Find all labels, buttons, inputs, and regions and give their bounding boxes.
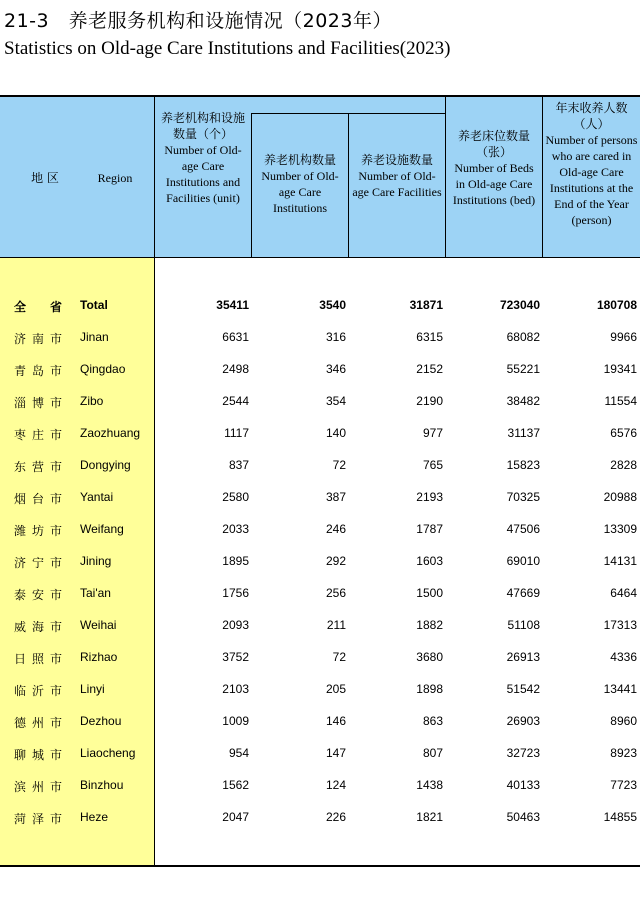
value-persons: 6464 [610, 586, 637, 600]
header-region-en: Region [97, 171, 133, 185]
value-beds: 32723 [506, 746, 540, 760]
region-name-zh: 济宁市 [14, 556, 69, 570]
value-persons: 17313 [603, 618, 637, 632]
value-institutions-facilities: 2033 [222, 522, 249, 536]
header-divider-3 [445, 96, 446, 258]
value-institutions-facilities: 1895 [222, 554, 249, 568]
value-persons: 14131 [603, 554, 637, 568]
value-facilities: 2190 [416, 394, 443, 408]
region-name-zh: 聊城市 [14, 748, 69, 762]
value-persons: 7723 [610, 778, 637, 792]
header-col1: 养老机构和设施数量（个） Number of Old-age Care Institutions and Facilities (unit) [160, 111, 245, 205]
region-name-en: Liaocheng [80, 746, 136, 760]
region-name-en: Jining [80, 554, 112, 568]
value-institutions: 226 [325, 810, 346, 824]
value-beds: 68082 [506, 330, 540, 344]
value-institutions-facilities: 2498 [222, 362, 249, 376]
value-institutions: 211 [326, 618, 346, 632]
region-name-zh: 菏泽市 [14, 812, 69, 826]
region-name-en: Heze [80, 810, 109, 824]
table-row [0, 482, 640, 514]
header-divider-1 [251, 113, 252, 258]
table-row [0, 610, 640, 642]
header-divider-4 [542, 96, 543, 258]
value-facilities: 3680 [416, 650, 443, 664]
region-name-en: Jinan [80, 330, 109, 344]
value-facilities: 765 [422, 458, 443, 472]
region-name-en: Zaozhuang [80, 426, 141, 440]
region-name-zh: 枣庄市 [14, 428, 69, 442]
value-institutions-facilities: 1009 [222, 714, 249, 728]
value-facilities: 1500 [416, 586, 443, 600]
table-row [0, 418, 640, 450]
region-name-zh: 泰安市 [14, 588, 69, 602]
value-facilities: 31871 [409, 298, 443, 312]
value-persons: 6576 [610, 426, 637, 440]
value-beds: 723040 [499, 298, 540, 312]
value-beds: 26913 [506, 650, 540, 664]
value-institutions-facilities: 35411 [216, 298, 249, 312]
value-institutions-facilities: 1117 [224, 426, 249, 440]
value-institutions-facilities: 2103 [222, 682, 249, 696]
value-beds: 47669 [506, 586, 540, 600]
value-facilities: 1821 [416, 810, 443, 824]
value-facilities: 1882 [416, 618, 443, 632]
value-institutions-facilities: 6631 [222, 330, 249, 344]
region-name-en: Rizhao [80, 650, 118, 664]
value-persons: 13441 [603, 682, 637, 696]
region-name-en: Binzhou [80, 778, 124, 792]
table-row [0, 642, 640, 674]
value-beds: 38482 [506, 394, 540, 408]
table-row [0, 674, 640, 706]
value-institutions-facilities: 954 [228, 746, 249, 760]
value-persons: 11554 [604, 394, 637, 408]
region-name-en: Tai'an [80, 586, 111, 600]
table-row [0, 802, 640, 834]
value-facilities: 6315 [416, 330, 443, 344]
value-institutions: 124 [325, 778, 346, 792]
table-row [0, 354, 640, 386]
region-name-zh: 滨州市 [14, 780, 69, 794]
header-col5: 年末收养人数（人） Number of persons who are cared in Old-age Care Institutions at the End of the Year (person) [545, 101, 638, 227]
value-institutions: 72 [332, 650, 346, 664]
region-name-en: Weihai [80, 618, 117, 632]
table-row [0, 386, 640, 418]
value-institutions: 256 [325, 586, 346, 600]
value-persons: 4336 [610, 650, 637, 664]
value-persons: 8923 [610, 746, 637, 760]
value-beds: 40133 [506, 778, 540, 792]
value-facilities: 2193 [416, 490, 443, 504]
region-name-zh: 全 省 [14, 300, 69, 314]
value-institutions-facilities: 2580 [222, 490, 249, 504]
value-institutions: 346 [325, 362, 346, 376]
value-persons: 9966 [610, 330, 637, 344]
table-row [0, 578, 640, 610]
header-region-zh: 地 区 [31, 171, 59, 185]
region-name-zh: 济南市 [14, 332, 69, 346]
value-beds: 55221 [506, 362, 540, 376]
value-institutions: 354 [325, 394, 346, 408]
value-persons: 19341 [603, 362, 637, 376]
value-persons: 180708 [596, 298, 637, 312]
region-name-zh: 德州市 [14, 716, 69, 730]
value-facilities: 1898 [416, 682, 443, 696]
value-facilities: 2152 [416, 362, 443, 376]
value-beds: 51108 [507, 618, 540, 632]
header-bottom-rule [0, 257, 640, 258]
value-institutions-facilities: 1562 [222, 778, 249, 792]
value-institutions-facilities: 2544 [222, 394, 249, 408]
value-persons: 2828 [610, 458, 637, 472]
table-title-en: Statistics on Old-age Care Institutions and Facilities(2023) [4, 38, 451, 59]
region-name-zh: 潍坊市 [14, 524, 69, 538]
table-row [0, 706, 640, 738]
table-row [0, 738, 640, 770]
region-name-zh: 青岛市 [14, 364, 69, 378]
value-institutions: 147 [325, 746, 346, 760]
value-facilities: 863 [422, 714, 443, 728]
value-institutions: 246 [325, 522, 346, 536]
region-name-zh: 烟台市 [14, 492, 69, 506]
region-name-en: Dezhou [80, 714, 122, 728]
value-institutions-facilities: 2047 [222, 810, 249, 824]
value-facilities: 1787 [416, 522, 443, 536]
region-name-zh: 东营市 [14, 460, 69, 474]
region-name-zh: 日照市 [14, 652, 69, 666]
value-beds: 50463 [506, 810, 540, 824]
region-name-en: Yantai [80, 490, 114, 504]
value-beds: 69010 [506, 554, 540, 568]
region-name-en: Qingdao [80, 362, 126, 376]
region-name-en: Dongying [80, 458, 131, 472]
header-col2: 养老机构数量 Number of Old-age Care Institutions [261, 153, 339, 215]
value-institutions: 3540 [319, 298, 346, 312]
value-institutions-facilities: 3752 [222, 650, 249, 664]
region-name-en: Total [80, 298, 108, 312]
value-institutions: 72 [332, 458, 346, 472]
value-facilities: 1603 [416, 554, 443, 568]
table-row-total [0, 290, 640, 322]
region-name-zh: 淄博市 [14, 396, 69, 410]
header-divider-2 [348, 113, 349, 258]
table-row [0, 514, 640, 546]
header-col4: 养老床位数量（张） Number of Beds in Old-age Care Institutions (bed) [452, 129, 536, 207]
header-col3: 养老设施数量 Number of Old-age Care Facilities [352, 153, 442, 199]
value-institutions-facilities: 2093 [222, 618, 249, 632]
table-row [0, 322, 640, 354]
region-name-en: Weifang [80, 522, 124, 536]
value-institutions: 292 [325, 554, 346, 568]
table-row [0, 546, 640, 578]
value-persons: 8960 [610, 714, 637, 728]
value-beds: 15823 [506, 458, 540, 472]
value-facilities: 977 [422, 426, 443, 440]
table-row [0, 770, 640, 802]
table-bottom-rule [0, 865, 640, 867]
table-title-zh: 21-3 养老服务机构和设施情况（2023年） [4, 10, 392, 32]
value-facilities: 807 [422, 746, 443, 760]
value-institutions: 316 [325, 330, 346, 344]
table-top-rule [0, 95, 640, 97]
value-persons: 13309 [603, 522, 637, 536]
value-beds: 47506 [506, 522, 540, 536]
value-persons: 14855 [603, 810, 637, 824]
region-name-zh: 威海市 [14, 620, 69, 634]
value-institutions: 146 [325, 714, 346, 728]
value-beds: 51542 [506, 682, 540, 696]
value-facilities: 1438 [416, 778, 443, 792]
value-beds: 31137 [507, 426, 540, 440]
value-institutions: 140 [325, 426, 346, 440]
value-institutions: 205 [325, 682, 346, 696]
value-institutions: 387 [325, 490, 346, 504]
table-row [0, 450, 640, 482]
region-name-en: Linyi [80, 682, 105, 696]
value-institutions-facilities: 1756 [222, 586, 249, 600]
value-beds: 70325 [506, 490, 540, 504]
region-name-zh: 临沂市 [14, 684, 69, 698]
value-beds: 26903 [506, 714, 540, 728]
value-persons: 20988 [603, 490, 637, 504]
region-name-en: Zibo [80, 394, 104, 408]
value-institutions-facilities: 837 [228, 458, 249, 472]
